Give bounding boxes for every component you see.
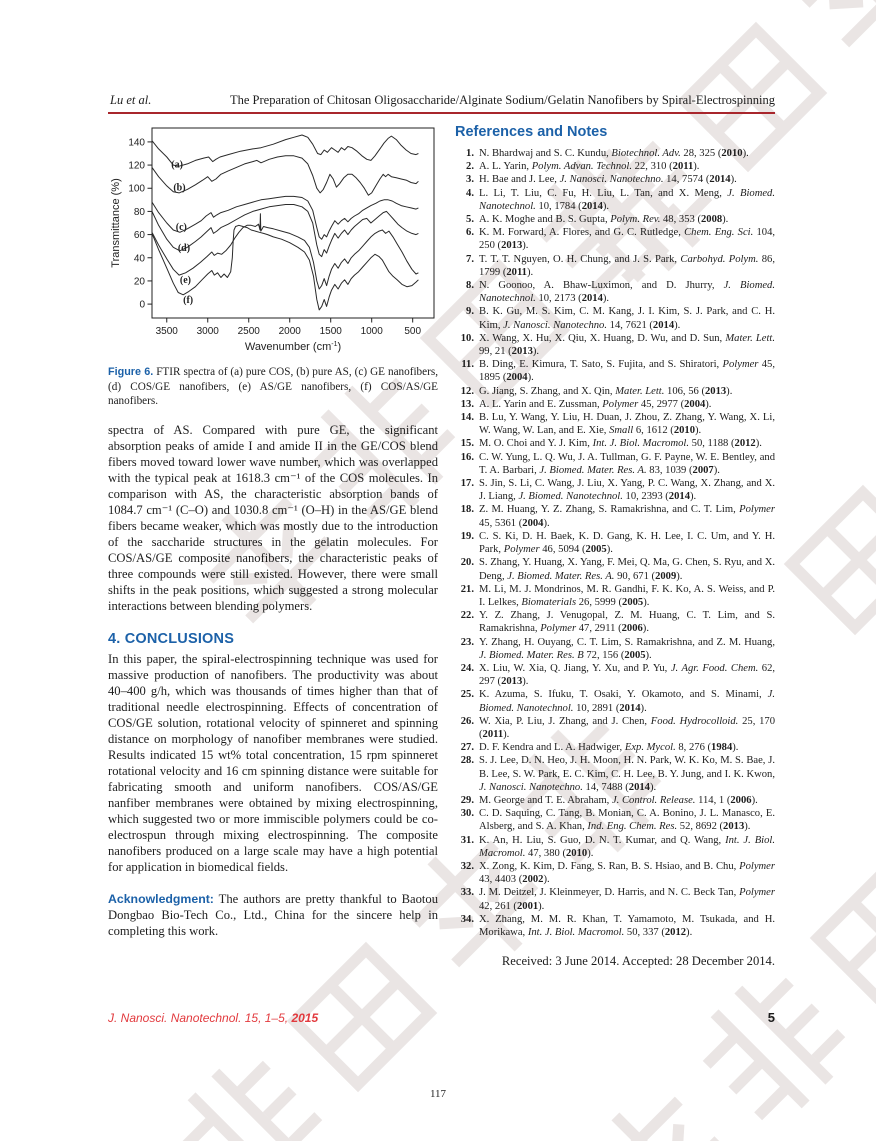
svg-text:500: 500	[404, 326, 422, 337]
reference-item	[455, 411, 775, 437]
reference-text: Z. M. Huang, Y. Z. Zhang, S. Ramakrishna, and C. T. Lim, Polymer 45, 5361 (2004).	[479, 504, 775, 529]
reference-text: M. George and T. E. Abraham, J. Control. Release. 114, 1 (2006).	[479, 794, 758, 806]
svg-text:40: 40	[133, 253, 145, 265]
reference-text: Y. Z. Zhang, J. Venugopal, Z. M. Huang, C. T. Lim, and S. Ramakrishna, Polymer 47, 2911 (2006).	[479, 610, 775, 635]
reference-text: M. O. Choi and Y. J. Kim, Int. J. Biol. Macromol. 50, 1188 (2012).	[479, 438, 762, 450]
folio-number: 117	[429, 1088, 447, 1100]
figure-caption-text: FTIR spectra of (a) pure COS, (b) pure AS, (c) GE nanofibers, (d) COS/GE nanofibers, (e) AS/GE nanofibers, (f) COS/AS/GE nanofibers.	[108, 366, 438, 408]
reference-number: 25.	[460, 689, 474, 701]
reference-number: 12.	[460, 385, 474, 397]
ftir-chart	[108, 122, 438, 360]
svg-text:80: 80	[133, 206, 145, 218]
reference-text: H. Bae and J. Lee, J. Nanosci. Nanotechno. 14, 7574 (2014).	[479, 174, 737, 186]
figure-caption	[108, 365, 438, 409]
references-heading: References and Notes	[455, 124, 608, 140]
references-list	[455, 147, 775, 939]
reference-item	[455, 477, 775, 503]
running-head-title: The Preparation of Chitosan Oligosaccharide/Alginate Sodium/Gelatin Nanofibers by Spiral-Electrospinning	[229, 93, 775, 107]
reference-number: 30.	[460, 808, 474, 820]
reference-item	[455, 583, 775, 609]
reference-number: 8.	[466, 280, 474, 292]
header-rule	[108, 112, 775, 114]
reference-item	[455, 636, 775, 662]
reference-item	[455, 187, 775, 213]
reference-text: S. Zhang, Y. Huang, X. Yang, F. Mei, Q. Ma, G. Chen, S. Ryu, and X. Deng, J. Biomed. Mater. Res. A. 90, 671 (2009).	[479, 557, 775, 582]
reference-item	[455, 451, 775, 477]
reference-item	[455, 556, 775, 582]
reference-number: 28.	[460, 755, 474, 767]
reference-item	[455, 332, 775, 358]
reference-text: X. Wang, X. Hu, X. Qiu, X. Huang, D. Wu, and D. Sun, Mater. Lett. 99, 21 (2013).	[479, 332, 775, 358]
reference-text: C. D. Saquing, C. Tang, B. Monian, C. A. Bonino, J. L. Manasco, E. Alsberg, and S. A. Khan, Ind. Eng. Chem. Res. 52, 8692 (2013).	[479, 808, 775, 833]
reference-item	[455, 913, 775, 939]
reference-item	[455, 794, 775, 807]
figure-caption-label: Figure 6.	[108, 366, 154, 378]
reference-number: 20.	[460, 557, 474, 569]
reference-item	[455, 160, 775, 173]
acknowledgment-label: Acknowledgment:	[108, 891, 214, 906]
reference-text: N. Bhardwaj and S. C. Kundu, Biotechnol. Adv. 28, 325 (2010).	[479, 148, 749, 159]
reference-number: 5.	[466, 214, 474, 226]
reference-number: 1.	[466, 148, 474, 159]
reference-item	[455, 688, 775, 714]
reference-item	[455, 807, 775, 833]
reference-item	[455, 754, 775, 794]
reference-item	[455, 398, 775, 411]
reference-number: 15.	[460, 438, 474, 450]
reference-item	[455, 437, 775, 450]
reference-number: 21.	[460, 583, 474, 595]
reference-item	[455, 860, 775, 886]
reference-text: B. K. Gu, M. S. Kim, C. M. Kang, J. I. Kim, S. J. Park, and C. H. Kim, J. Nanosci. Nanotechno. 14, 7621 (2014).	[479, 306, 775, 331]
reference-text: W. Xia, P. Liu, J. Zhang, and J. Chen, Food. Hydrocolloid. 25, 170 (2011).	[479, 715, 775, 740]
reference-item	[455, 279, 775, 305]
svg-text:0: 0	[139, 299, 145, 311]
svg-text:140: 140	[128, 137, 145, 149]
reference-text: N. Goonoo, A. Bhaw-Luximon, and D. Jhurry, J. Biomed. Nanotechnol. 10, 2173 (2014).	[479, 280, 775, 305]
journal-citation-text: J. Nanosci. Nanotechnol. 15, 1–5,	[108, 1011, 292, 1025]
reference-text: X. Liu, W. Xia, Q. Jiang, Y. Xu, and P. Yu, J. Agr. Food. Chem. 62, 297 (2013).	[479, 662, 776, 688]
reference-item	[455, 886, 775, 912]
reference-number: 27.	[460, 742, 474, 754]
reference-text: K. Azuma, S. Ifuku, T. Osaki, Y. Okamoto, and S. Minami, J. Biomed. Nanotechnol. 10, 2891 (2014).	[479, 689, 775, 714]
reference-text: G. Jiang, S. Zhang, and X. Qin, Mater. Lett. 106, 56 (2013).	[479, 385, 733, 397]
reference-number: 11.	[461, 359, 474, 371]
received-note: Received: 3 June 2014. Accepted: 28 December 2014.	[501, 954, 775, 969]
running-head-author: Lu et al.	[110, 93, 152, 107]
reference-number: 2.	[466, 161, 474, 173]
right-column	[455, 122, 775, 969]
reference-item	[455, 715, 775, 741]
acknowledgment-paragraph	[108, 891, 438, 939]
reference-text: M. Li, M. J. Mondrinos, M. R. Gandhi, F. K. Ko, A. S. Weiss, and P. I. Lelkes, Biomaterials 26, 5999 (2005).	[479, 583, 775, 608]
svg-text:1000: 1000	[360, 326, 383, 337]
svg-text:3500: 3500	[155, 326, 178, 337]
reference-item	[455, 305, 775, 331]
reference-text: L. Li, T. Liu, C. Fu, H. Liu, L. Tan, and X. Meng, J. Biomed. Nanotechnol. 10, 1784 (2014).	[479, 187, 776, 212]
svg-text:3000: 3000	[196, 326, 219, 337]
reference-text: A. L. Yarin, Polym. Advan. Technol. 22, 310 (2011).	[479, 161, 700, 173]
svg-text:(b): (b)	[173, 182, 186, 194]
svg-text:Transmittance (%): Transmittance (%)	[110, 178, 122, 268]
reference-text: B. Ding, E. Kimura, T. Sato, S. Fujita, and S. Shiratori, Polymer 45, 1895 (2004).	[479, 359, 776, 384]
reference-text: X. Zong, K. Kim, D. Fang, S. Ran, B. S. Hsiao, and B. Chu, Polymer 43, 4403 (2002).	[479, 860, 775, 886]
journal-citation	[108, 1011, 318, 1025]
reference-number: 29.	[460, 794, 474, 806]
reference-number: 9.	[466, 306, 474, 318]
reference-item	[455, 503, 775, 529]
reference-item	[455, 609, 775, 635]
reference-text: T. T. T. Nguyen, O. H. Chung, and J. S. Park, Carbohyd. Polym. 86, 1799 (2011).	[479, 253, 775, 278]
left-column	[108, 122, 438, 939]
reference-number: 16.	[460, 451, 474, 463]
svg-text:2000: 2000	[278, 326, 301, 337]
reference-number: 22.	[460, 610, 474, 622]
reference-number: 24.	[460, 662, 474, 674]
acknowledgment-text: The authors are pretty thankful to Baotou Dongbao Bio-Tech Co., Ltd., China for the sincere help in completing this work.	[108, 891, 438, 938]
conclusions-paragraph: In this paper, the spiral-electrospinning technique was used for massive production of nanofibers. The productivity was about 40–400 g/h, which was thousands of times higher than that of traditional needle electrospinning. Effects of concentration of COS/GE solution, rotational velocity of spinneret and spinning distance on morphology of nanofiber membranes were studied. Results indicated 15 wt% total concentration, 15 rpm spinneret rotational velocity and 16 cm spinning distance were suitable for fabricating smooth and uniform nanofibers. COS/AS/GE nanfiber membranes were obtained by mixing electrospinning, which suggested two or more immiscible polymers could be co-electrospun through mixing electrospinning. The composite nanofibers produced on a large scale may have a high potential for application in biomedical fields.	[108, 651, 438, 874]
reference-number: 33.	[460, 887, 474, 899]
page-number: 5	[767, 1010, 775, 1025]
reference-number: 7.	[466, 253, 474, 265]
reference-item	[455, 741, 775, 754]
reference-item	[455, 253, 775, 279]
reference-text: J. M. Deitzel, J. Kleinmeyer, D. Harris, and N. C. Beck Tan, Polymer 42, 261 (2001).	[479, 887, 775, 912]
svg-text:1500: 1500	[319, 326, 342, 337]
reference-number: 13.	[460, 398, 474, 410]
reference-item	[455, 213, 775, 226]
conclusions-heading: 4. CONCLUSIONS	[108, 630, 235, 647]
reference-item	[455, 226, 775, 252]
journal-citation-year: 2015	[291, 1011, 319, 1025]
reference-number: 32.	[460, 860, 474, 872]
reference-text: A. K. Moghe and B. S. Gupta, Polym. Rev. 48, 353 (2008).	[479, 214, 729, 226]
reference-item	[455, 834, 775, 860]
reference-text: S. J. Lee, D. N. Heo, J. H. Moon, H. N. Park, W. K. Ko, M. S. Bae, J. B. Lee, S. W. Park, E. C. Kim, C. H. Lee, B. Y. Jung, and I. K. Kwon, J. Nanosci. Nanotechno. 14, 7488 (2014).	[479, 755, 775, 793]
reference-number: 18.	[460, 504, 474, 516]
reference-number: 4.	[466, 187, 474, 199]
reference-text: A. L. Yarin and E. Zussman, Polymer 45, 2977 (2004).	[479, 398, 712, 410]
reference-text: K. M. Forward, A. Flores, and G. C. Rutledge, Chem. Eng. Sci. 104, 250 (2013).	[479, 227, 776, 252]
reference-item	[455, 662, 775, 688]
reference-item	[455, 147, 775, 160]
svg-text:60: 60	[133, 230, 145, 242]
reference-number: 14.	[460, 412, 474, 424]
reference-text: S. Jin, S. Li, C. Wang, J. Liu, X. Yang, P. C. Wang, X. Zhang, and X. J. Liang, J. Biomed. Nanotechnol. 10, 2393 (2014).	[479, 478, 775, 503]
reference-number: 3.	[466, 174, 474, 186]
reference-item	[455, 173, 775, 186]
reference-text: D. F. Kendra and L. A. Hadwiger, Exp. Mycol. 8, 276 (1984).	[479, 742, 739, 754]
reference-item	[455, 385, 775, 398]
reference-text: C. S. Ki, D. H. Baek, K. D. Gang, K. H. Lee, I. C. Um, and Y. H. Park, Polymer 46, 5094 (2005).	[479, 530, 775, 556]
reference-item	[455, 358, 775, 384]
reference-number: 17.	[460, 478, 474, 490]
figure-panel	[108, 122, 438, 409]
reference-text: C. W. Yung, L. Q. Wu, J. A. Tullman, G. F. Payne, W. E. Bentley, and T. A. Barbari, J. Biomed. Mater. Res. A. 83, 1039 (2007).	[479, 451, 775, 476]
reference-text: X. Zhang, M. M. R. Khan, T. Yamamoto, M. Tsukada, and H. Morikawa, Int. J. Biol. Macromol. 50, 337 (2012).	[479, 913, 775, 938]
reference-text: Y. Zhang, H. Ouyang, C. T. Lim, S. Ramakrishna, and Z. M. Huang, J. Biomed. Mater. Res. B 72, 156 (2005).	[479, 636, 775, 661]
reference-number: 23.	[460, 636, 474, 648]
svg-text:120: 120	[128, 160, 145, 172]
reference-item	[455, 530, 775, 556]
svg-text:(e): (e)	[179, 275, 191, 287]
svg-text:2500: 2500	[237, 326, 260, 337]
svg-text:(d): (d)	[177, 242, 191, 254]
reference-text: B. Lu, Y. Wang, Y. Liu, H. Duan, J. Zhou, Z. Zhang, Y. Wang, X. Li, W. Wang, W. Lan, and E. Xie, Small 6, 1612 (2010).	[479, 412, 775, 437]
svg-text:(c): (c)	[175, 221, 187, 233]
reference-number: 26.	[460, 715, 474, 727]
svg-text:Wavenumber (cm-1): Wavenumber $(cm^{-1})$	[244, 341, 342, 353]
reference-number: 31.	[460, 834, 474, 846]
reference-number: 19.	[460, 530, 474, 542]
reference-number: 6.	[466, 227, 474, 239]
svg-text:100: 100	[128, 183, 145, 195]
body-paragraph: spectra of AS. Compared with pure GE, the significant absorption peaks of amide I and amide II in the GE/COS blend fibers moved toward lower wave number, which was overlapped with the typical peak at 1618.3 cm⁻¹ of the COS molecules. In comparison with AS, the characteristic absorption bands of 1084.7 cm⁻¹ (C–O) and 1030.8 cm⁻¹ (O–H) in the AS/GE blend fibers became weaker, which was mostly due to the introduction of the saccharide structures in the gelatin molecules. For COS/AS/GE composite nanofibers, the characteristic peaks of three compounds were still existed. However, there were small shifts in the peak positions, which suggested a strong molecular interactions between blending polymers.	[108, 422, 438, 613]
reference-number: 34.	[460, 913, 474, 925]
reference-number: 10.	[460, 332, 474, 344]
svg-text:20: 20	[133, 276, 145, 288]
reference-text: K. An, H. Liu, S. Guo, D. N. T. Kumar, and Q. Wang, Int. J. Biol. Macromol. 47, 380 (2010).	[479, 834, 775, 859]
svg-text:(a): (a)	[171, 159, 183, 171]
svg-text:(f): (f)	[183, 294, 194, 306]
